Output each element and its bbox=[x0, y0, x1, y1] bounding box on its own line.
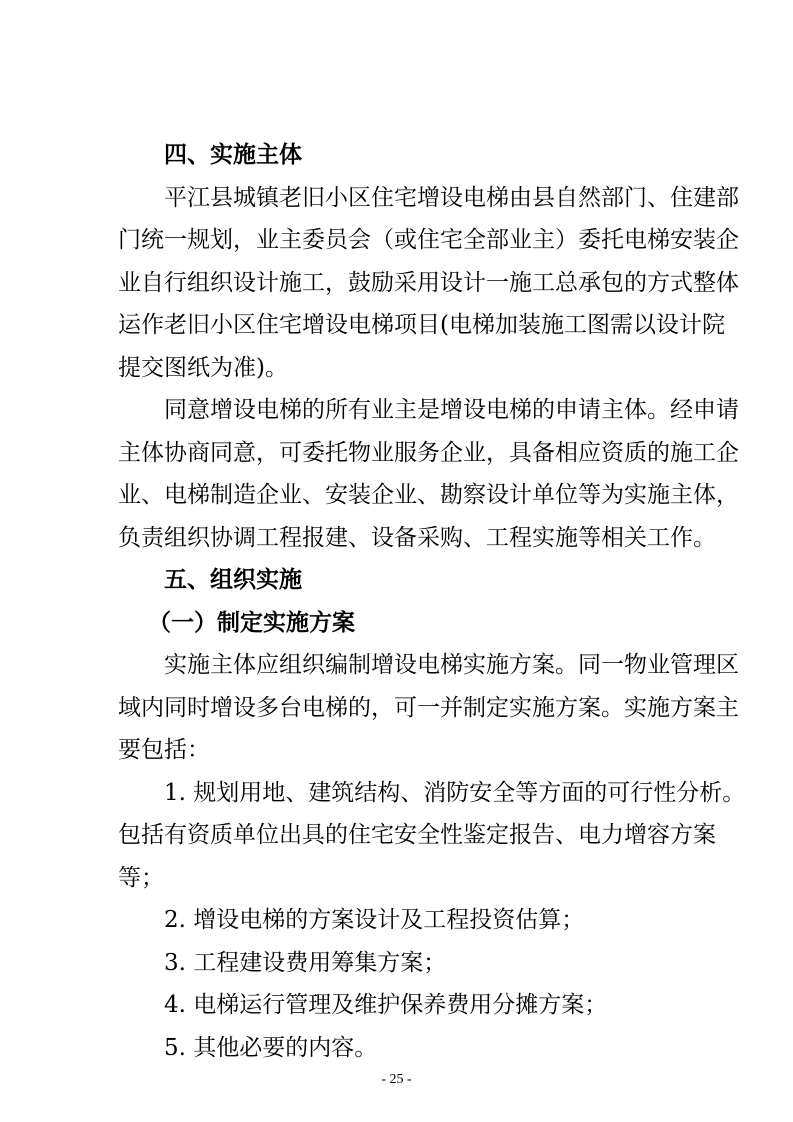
paragraph-line: 同意增设电梯的所有业主是增设电梯的申请主体。经申请 bbox=[164, 397, 739, 423]
paragraph-line: 业、电梯制造企业、安装企业、勘察设计单位等为实施主体， bbox=[118, 482, 739, 508]
list-item-continuation: 包括有资质单位出具的住宅安全性鉴定报告、电力增容方案 bbox=[118, 822, 716, 848]
subsection-heading: （一）制定实施方案 bbox=[148, 610, 355, 636]
paragraph-line: 实施主体应组织编制增设电梯实施方案。同一物业管理区 bbox=[164, 652, 739, 678]
list-item: 3. 工程建设费用筹集方案； bbox=[164, 950, 447, 976]
list-item: 4. 电梯运行管理及维护保养费用分摊方案； bbox=[164, 992, 608, 1018]
page-number: - 25 - bbox=[381, 1072, 412, 1087]
paragraph-line: 门统一规划，业主委员会（或住宅全部业主）委托电梯安装企 bbox=[118, 227, 739, 253]
list-item-continuation: 等； bbox=[118, 865, 164, 891]
paragraph-line: 提交图纸为准)。 bbox=[118, 355, 288, 381]
list-item: 5. 其他必要的内容。 bbox=[164, 1035, 378, 1061]
paragraph-line: 要包括： bbox=[118, 737, 210, 763]
paragraph-line: 运作老旧小区住宅增设电梯项目(电梯加装施工图需以设计院 bbox=[118, 312, 725, 338]
paragraph-line: 负责组织协调工程报建、设备采购、工程实施等相关工作。 bbox=[118, 525, 716, 551]
paragraph-line: 域内同时增设多台电梯的，可一并制定实施方案。实施方案主 bbox=[118, 695, 739, 721]
paragraph-line: 平江县城镇老旧小区住宅增设电梯由县自然部门、住建部 bbox=[164, 185, 739, 211]
list-item: 2. 增设电梯的方案设计及工程投资估算； bbox=[164, 907, 585, 933]
section-5-heading: 五、组织实施 bbox=[164, 567, 302, 593]
paragraph-line: 主体协商同意，可委托物业服务企业，具备相应资质的施工企 bbox=[118, 440, 739, 466]
section-4-heading: 四、实施主体 bbox=[164, 142, 302, 168]
paragraph-line: 业自行组织设计施工，鼓励采用设计一施工总承包的方式整体 bbox=[118, 270, 739, 296]
list-item: 1. 规划用地、建筑结构、消防安全等方面的可行性分析。 bbox=[164, 780, 746, 806]
